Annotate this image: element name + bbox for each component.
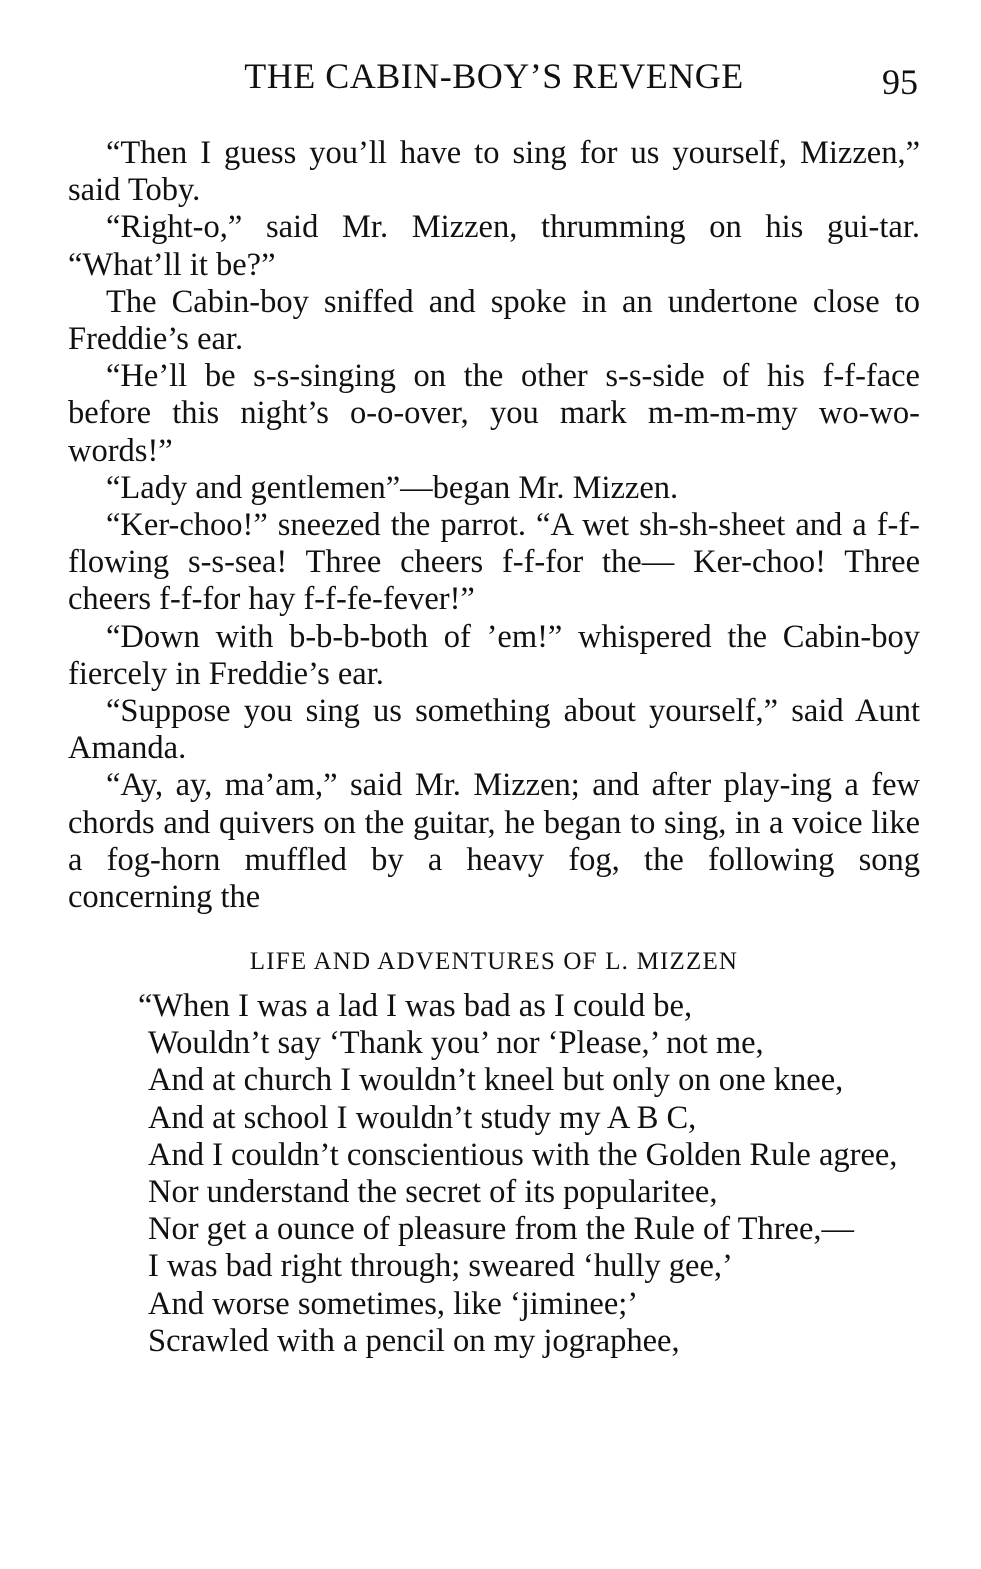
paragraph: “Down with b-b-b-both of ’em!” whispered the Cabin-boy fiercely in Freddie’s ear.	[68, 618, 920, 692]
verse-line: And I couldn’t conscientious with the Golden Rule agree,	[148, 1136, 898, 1173]
running-head	[68, 52, 920, 100]
verse-line: And worse sometimes, like ‘jiminee;’	[148, 1285, 639, 1322]
paragraph: The Cabin-boy sniffed and spoke in an undertone close to Freddie’s ear.	[68, 283, 920, 358]
running-title: THE CABIN-BOY’S REVENGE	[244, 56, 744, 96]
paragraph: “Lady and gentlemen”—began Mr. Mizzen.	[106, 469, 679, 506]
prose-body	[68, 135, 920, 916]
paragraph: “Ay, ay, ma’am,” said Mr. Mizzen; and after play-ing a few chords and quivers on the guitar, he began to sing, in a voice like a fog-horn muffled by a heavy fog, the following song concerning the	[68, 767, 920, 916]
verse-line: Nor get a ounce of pleasure from the Rule of Three,—	[148, 1211, 855, 1248]
verse-line: And at school I wouldn’t study my A B C,	[148, 1099, 697, 1136]
verse-line: I was bad right through; sweared ‘hully gee,’	[148, 1248, 733, 1285]
verse-line: Scrawled with a pencil on my jographee,	[148, 1322, 680, 1359]
paragraph: “He’ll be s-s-singing on the other s-s-side of his f-f-face before this night’s o-o-over, you mark m-m-m-my wo-wo-words!”	[68, 358, 920, 469]
page-number: 95	[882, 62, 918, 102]
song-verse	[138, 988, 920, 1360]
paragraph: “Suppose you sing us something about yourself,” said Aunt Amanda.	[68, 693, 920, 767]
verse-line: Wouldn’t say ‘Thank you’ nor ‘Please,’ not me,	[148, 1025, 764, 1062]
verse-line: And at church I wouldn’t kneel but only on one knee,	[148, 1062, 844, 1099]
verse-line: Nor understand the secret of its popularitee,	[148, 1174, 718, 1211]
song-heading: LIFE AND ADVENTURES OF L. MIZZEN	[249, 948, 739, 975]
verse-line: “When I was a lad I was bad as I could be,	[138, 988, 693, 1024]
paragraph: “Then I guess you’ll have to sing for us yourself, Mizzen,” said Toby.	[68, 135, 920, 209]
paragraph: “Right-o,” said Mr. Mizzen, thrumming on his gui-tar. “What’ll it be?”	[68, 209, 920, 283]
paragraph: “Ker-choo!” sneezed the parrot. “A wet sh-sh-sheet and a f-f-flowing s-s-sea! Three cheers f-f-for the— Ker-choo! Three cheers f-f-for hay f-f-fe-fever!”	[68, 507, 920, 618]
